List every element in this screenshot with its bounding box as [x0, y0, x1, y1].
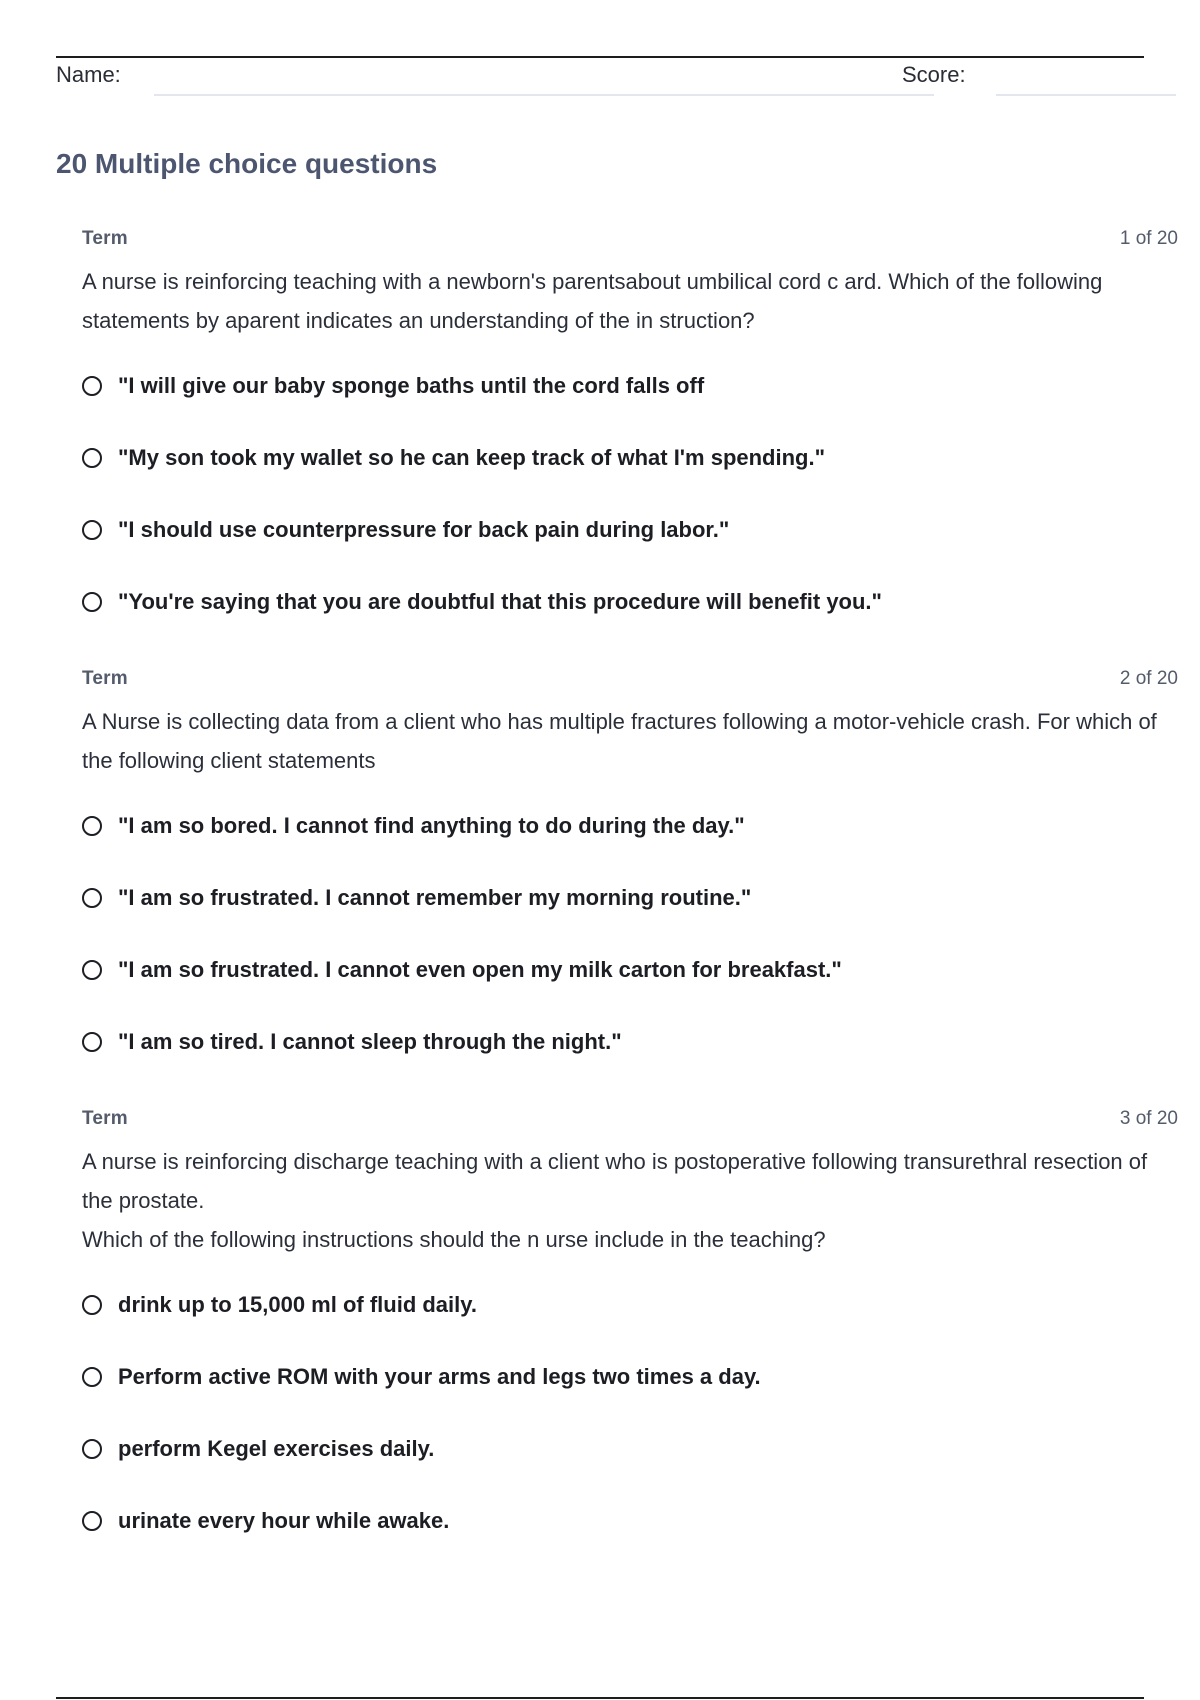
- term-label: Term: [82, 228, 128, 249]
- answer-option[interactable]: [82, 790, 1178, 862]
- radio-button-icon[interactable]: [82, 376, 102, 396]
- option-label: Perform active ROM with your arms and legs two times a day.: [118, 1364, 761, 1389]
- radio-button-icon[interactable]: [82, 816, 102, 836]
- radio-button-icon[interactable]: [82, 888, 102, 908]
- question-1: [82, 224, 1178, 638]
- question-prompt: A nurse is reinforcing discharge teaching with a client who is postoperative following transurethral resection of the prostate. Which of the following instructions should the n urse include in the teaching?: [82, 1149, 1148, 1252]
- radio-button-icon[interactable]: [82, 1032, 102, 1052]
- answer-option[interactable]: [82, 422, 1178, 494]
- term-label: Term: [82, 668, 128, 689]
- answer-option[interactable]: [82, 1006, 1178, 1078]
- score-label: Score:: [902, 62, 966, 87]
- option-label: perform Kegel exercises daily.: [118, 1436, 435, 1461]
- name-label: Name:: [56, 62, 121, 87]
- option-list: [82, 1269, 1178, 1557]
- question-counter: 1 of 20: [1119, 228, 1178, 249]
- question-header: [82, 1104, 1178, 1134]
- bottom-rule: [56, 1697, 1144, 1699]
- option-label: drink up to 15,000 ml of fluid daily.: [118, 1292, 477, 1317]
- answer-option[interactable]: [82, 862, 1178, 934]
- question-2: [82, 664, 1178, 1078]
- question-header: [82, 664, 1178, 694]
- term-label: Term: [82, 1108, 128, 1129]
- radio-button-icon[interactable]: [82, 1367, 102, 1387]
- radio-button-icon[interactable]: [82, 960, 102, 980]
- option-label: "I will give our baby sponge baths until the cord falls off: [118, 373, 705, 398]
- option-label: "I am so frustrated. I cannot even open my milk carton for breakfast.": [118, 957, 842, 982]
- option-list: [82, 790, 1178, 1078]
- answer-option[interactable]: [82, 350, 1178, 422]
- option-label: "I am so tired. I cannot sleep through the night.": [118, 1029, 622, 1054]
- answer-option[interactable]: [82, 1413, 1178, 1485]
- answer-option[interactable]: [82, 566, 1178, 638]
- radio-button-icon[interactable]: [82, 1439, 102, 1459]
- question-prompt: A nurse is reinforcing teaching with a newborn's parentsabout umbilical cord c ard. Which of the following statements by aparent indicates an understanding of the in struction?: [82, 269, 1103, 333]
- question-3: [82, 1104, 1178, 1557]
- answer-option[interactable]: [82, 1485, 1178, 1557]
- question-header: [82, 224, 1178, 254]
- question-list: [82, 224, 1178, 1583]
- option-label: "I am so frustrated. I cannot remember my morning routine.": [118, 885, 752, 910]
- option-label: "You're saying that you are doubtful that this procedure will benefit you.": [118, 589, 882, 614]
- option-label: "My son took my wallet so he can keep track of what I'm spending.": [118, 445, 826, 470]
- radio-button-icon[interactable]: [82, 1511, 102, 1531]
- question-counter: 2 of 20: [1119, 668, 1178, 689]
- header-row: [56, 62, 1176, 102]
- question-counter: 3 of 20: [1119, 1108, 1178, 1129]
- answer-option[interactable]: [82, 1269, 1178, 1341]
- answer-option[interactable]: [82, 494, 1178, 566]
- option-label: "I should use counterpressure for back pain during labor.": [118, 517, 730, 542]
- question-prompt: A Nurse is collecting data from a client who has multiple fractures following a motor-vehicle crash. For which of the following client statements: [82, 709, 1157, 773]
- answer-option[interactable]: [82, 1341, 1178, 1413]
- top-rule: [56, 56, 1144, 58]
- radio-button-icon[interactable]: [82, 592, 102, 612]
- name-field[interactable]: [154, 94, 934, 96]
- score-field[interactable]: [996, 94, 1176, 96]
- answer-option[interactable]: [82, 934, 1178, 1006]
- radio-button-icon[interactable]: [82, 1295, 102, 1315]
- option-label: urinate every hour while awake.: [118, 1508, 450, 1533]
- radio-button-icon[interactable]: [82, 448, 102, 468]
- option-label: "I am so bored. I cannot find anything to do during the day.": [118, 813, 745, 838]
- option-list: [82, 350, 1178, 638]
- radio-button-icon[interactable]: [82, 520, 102, 540]
- section-title: 20 Multiple choice questions: [56, 148, 438, 179]
